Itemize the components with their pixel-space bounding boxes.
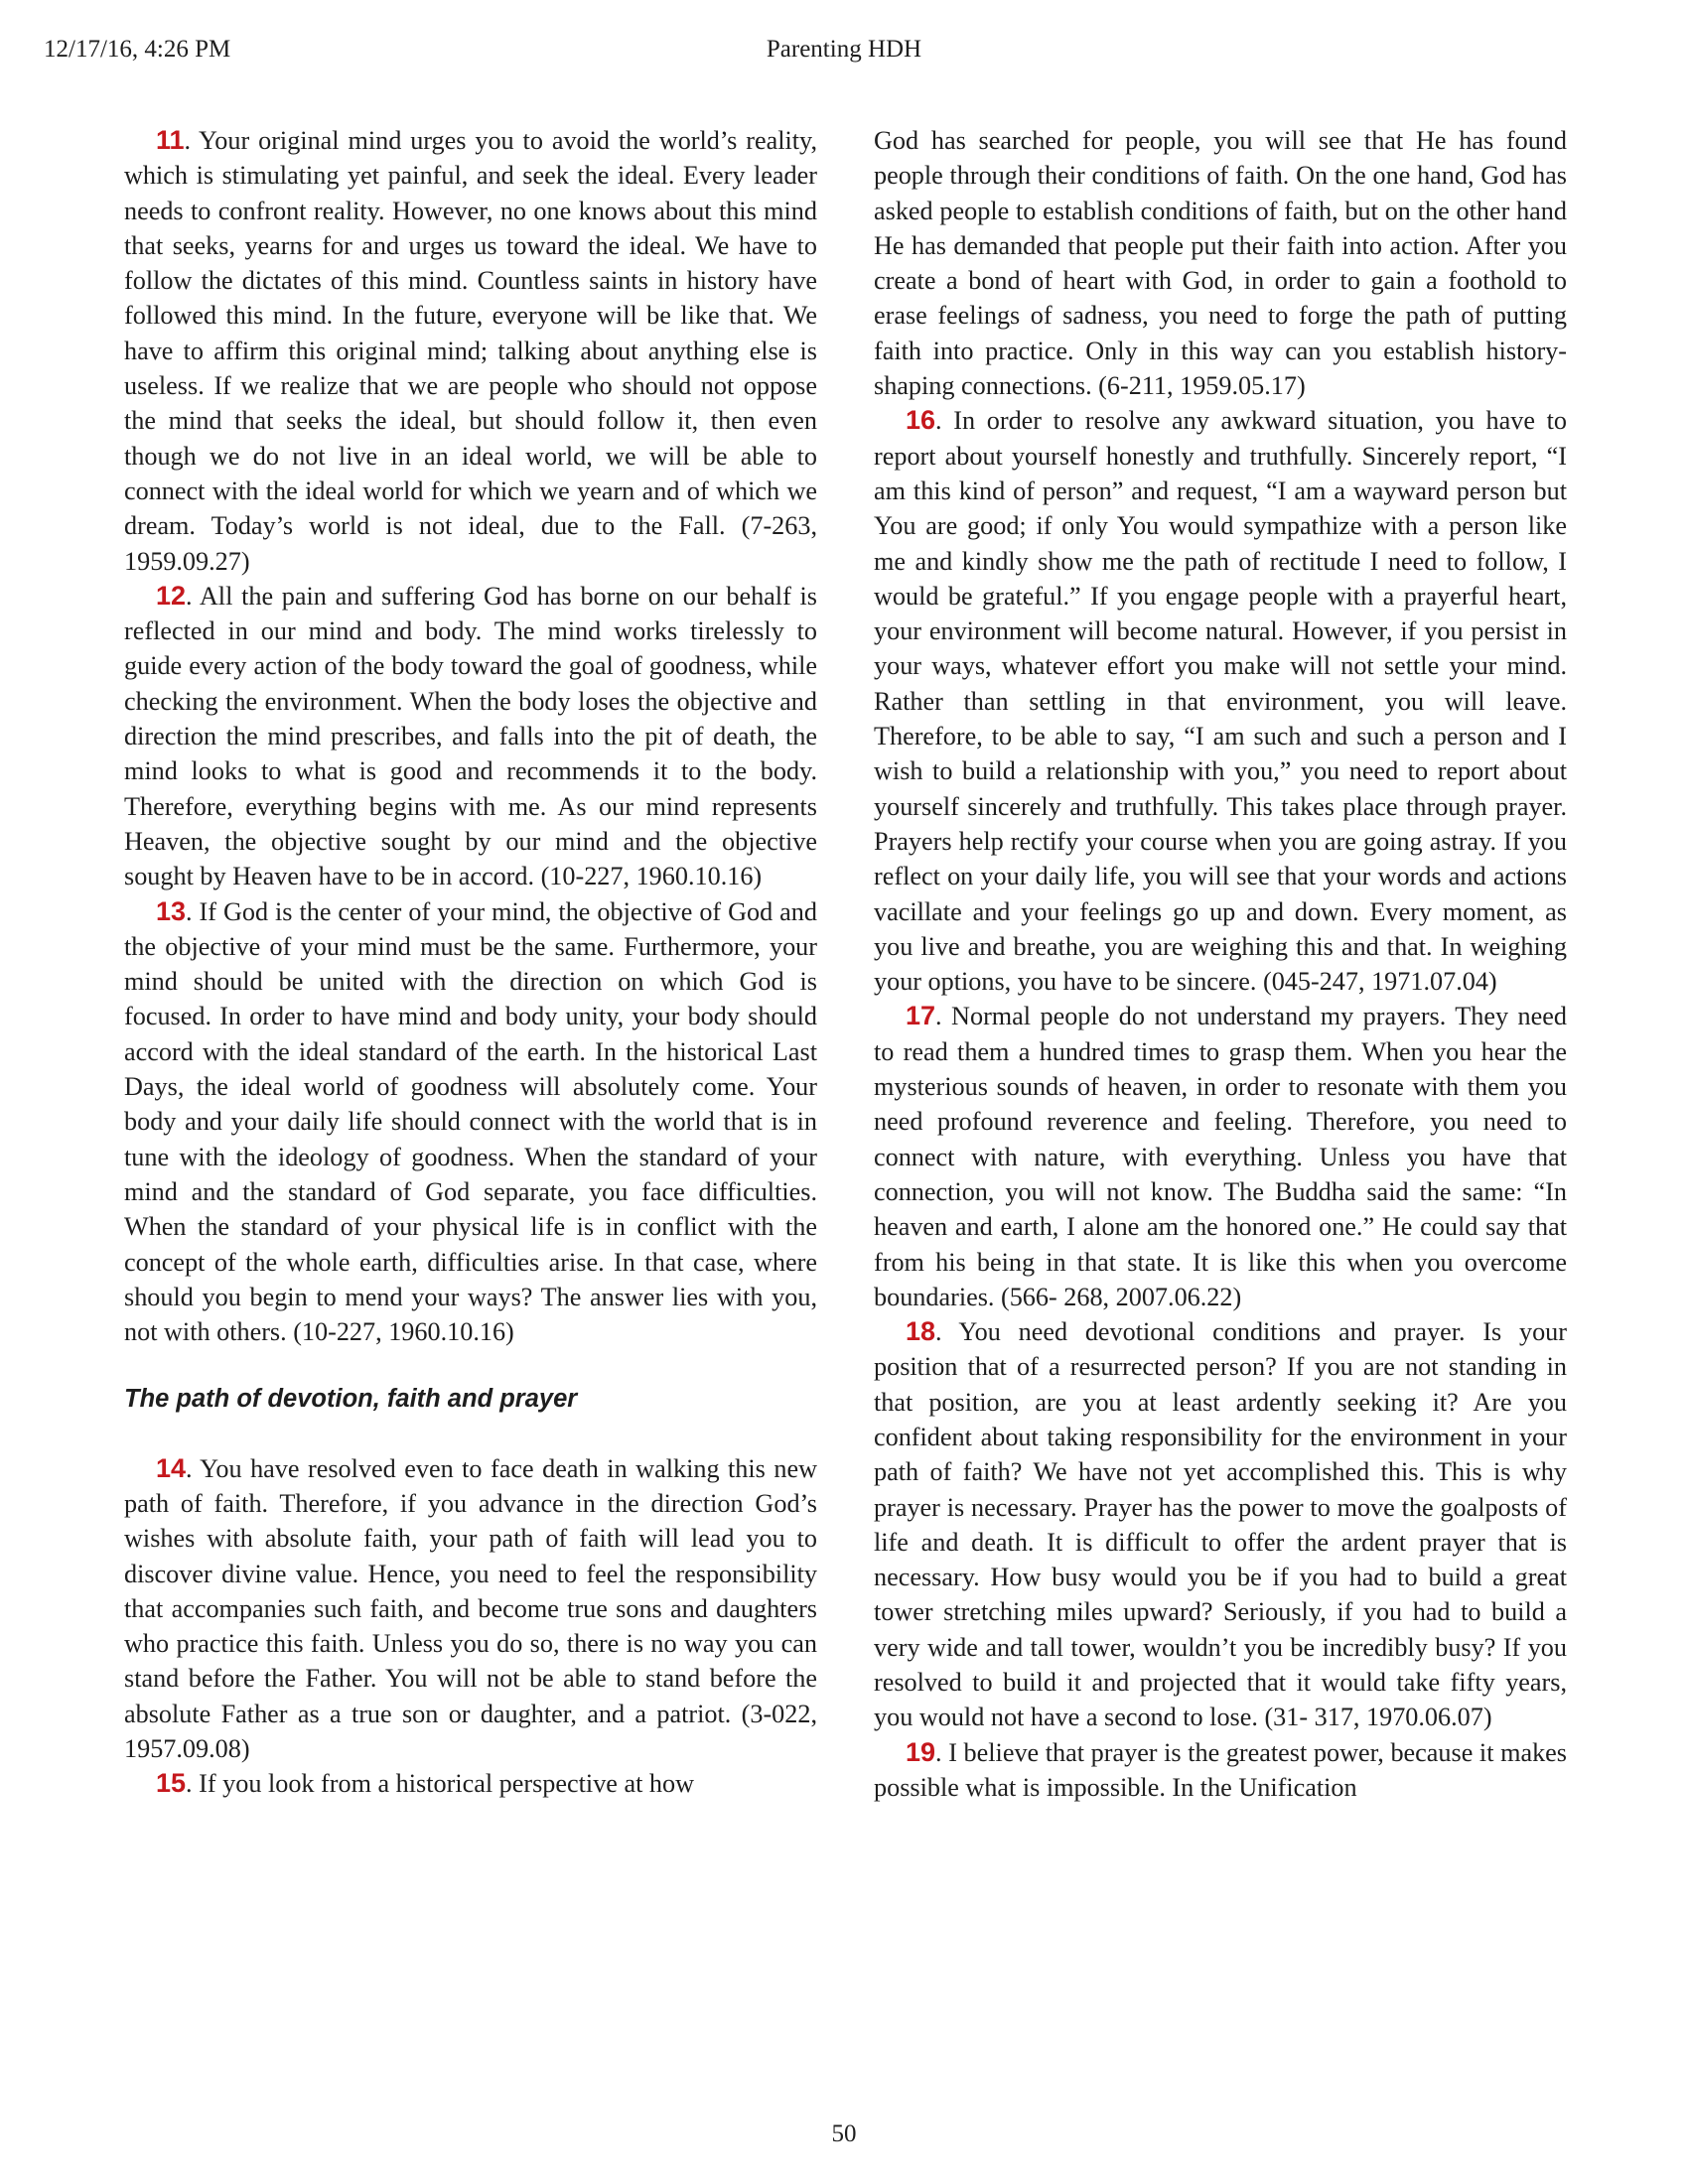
paragraph-text: . In order to resolve any awkward situation, you have to report about yourself honestly and truthfully. Sincerely report, “I am this kind of person” and request, “I am a wayward person but You are good; if only You would sympathize with a person like me and kindly show me the path of rectitude I need to follow, I would be grateful.” If you engage people with a prayerful heart, your environment will become natural. However, if you persist in your ways, whatever effort you make will not settle your mind. Rather than settling in that environment, you will leave. Therefore, to be able to say, “I am such and such a person and I wish to build a relationship with you,” you need to report about yourself sincerely and truthfully. This takes place through prayer. Prayers help rectify your course when you are going astray. If you reflect on your daily life, you will see that your words and actions vacillate and your feelings go up and down. Every moment, as you live and breathe, you are weighing this and that. In weighing your options, you have to be sincere. (045-247, 1971.07.04) bbox=[874, 406, 1567, 997]
paragraph-19 bbox=[874, 1735, 1567, 1806]
paragraph-13 bbox=[124, 894, 817, 1350]
paragraph-number: 12 bbox=[156, 580, 187, 611]
section-heading: The path of devotion, faith and prayer bbox=[124, 1385, 578, 1414]
paragraph-text: . Your original mind urges you to avoid the world’s reality, which is stimulating yet painful, and seek the ideal. Every leader needs to confront reality. However, no one knows about this mind that seeks, yearns for and urges us toward the ideal. We have to follow the dictates of this mind. Countless saints in history have followed this mind. In the future, everyone will be like that. We have to affirm this original mind; talking about anything else is useless. If we realize that we are people who should not oppose the mind that seeks the ideal, but should follow it, then even though we do not live in an ideal world, we will be able to connect with the ideal world for which we yearn and of which we dream. Today’s world is not ideal, due to the Fall. (7-263, 1959.09.27) bbox=[124, 126, 817, 576]
paragraph-15-continued: God has searched for people, you will see that He has found people through their conditions of faith. On the one hand, God has asked people to establish conditions of faith, but on the other hand He has demanded that people put their faith into action. After you create a bond of heart with God, in order to gain a foothold to erase feelings of sadness, you need to forge the path of putting faith into practice. Only in this way can you establish history-shaping connections. (6-211, 1959.05.17) bbox=[874, 126, 1567, 401]
header-timestamp: 12/17/16, 4:26 PM bbox=[44, 36, 231, 63]
paragraph-text: . If you look from a historical perspective at how bbox=[186, 1769, 695, 1799]
paragraph-14 bbox=[124, 1451, 817, 1767]
paragraph-number: 13 bbox=[156, 895, 187, 926]
paragraph-text: . I believe that prayer is the greatest power, because it makes possible what is impossible. In the Unification bbox=[874, 1737, 1567, 1802]
page-number: 50 bbox=[831, 2120, 857, 2147]
paragraph-text: . If God is the center of your mind, the objective of God and the objective of your mind must be the same. Furthermore, your mind should be united with the direction on which God is focused. In order to have mind and body unity, your body should accord with the ideal standard of the earth. In the historical Last Days, the ideal world of goodness will absolutely come. Your body and your daily life should connect with the world that is in tune with the ideology of goodness. When the standard of your mind and the standard of God separate, you face difficulties. When the standard of your physical life is in conflict with the concept of the whole earth, difficulties arise. In that case, where should you begin to mend your ways? The answer lies with you, not with others. (10-227, 1960.10.16) bbox=[124, 896, 817, 1347]
paragraph-text: . Normal people do not understand my prayers. They need to read them a hundred times to grasp them. When you hear the mysterious sounds of heaven, in order to resonate with them you need profound reverence and feeling. Therefore, you need to connect with nature, with everything. Unless you have that connection, you will not know. The Buddha said the same: “In heaven and earth, I alone am the honored one.” He could say that from his being in that state. It is like this when you overcome boundaries. (566- 268, 2007.06.22) bbox=[874, 1002, 1567, 1311]
paragraph-number: 16 bbox=[906, 405, 936, 436]
right-text-column bbox=[874, 123, 1567, 1805]
paragraph-11 bbox=[124, 123, 817, 579]
paragraph-number: 14 bbox=[156, 1452, 187, 1483]
paragraph-text: . All the pain and suffering God has borne on our behalf is reflected in our mind and body. The mind works tirelessly to guide every action of the body toward the goal of goodness, while checking the environment. When the body loses the objective and direction the mind prescribes, and falls into the pit of death, the mind looks to what is good and recommends it to the body. Therefore, everything begins with me. As our mind represents Heaven, the objective sought by our mind and the objective sought by Heaven have to be in accord. (10-227, 1960.10.16) bbox=[124, 581, 817, 891]
paragraph-text: . You have resolved even to face death in walking this new path of faith. Therefore, if you advance in the direction God’s wishes with absolute faith, your path of faith will lead you to discover divine value. Hence, you need to feel the responsibility that accompanies such faith, and become true sons and daughters who practice this faith. Unless you do so, there is no way you can stand before the Father. You will not be able to stand before the absolute Father as a true son or daughter, and a patriot. (3-022, 1957.09.08) bbox=[124, 1453, 817, 1764]
paragraph-17 bbox=[874, 999, 1567, 1314]
paragraph-number: 19 bbox=[906, 1736, 936, 1767]
header-document-title: Parenting HDH bbox=[766, 36, 922, 63]
paragraph-number: 11 bbox=[156, 125, 185, 155]
paragraph-number: 17 bbox=[906, 1001, 936, 1031]
paragraph-18 bbox=[874, 1314, 1567, 1735]
paragraph-text: . You need devotional conditions and prayer. Is your position that of a resurrected person? If you are not standing in that position, are you at least ardently seeking it? Are you confident about taking responsibility for the environment in your path of faith? We have not yet accomplished this. This is why prayer is necessary. Prayer has the power to move the goalposts of life and death. It is difficult to offer the ardent prayer that is necessary. How busy would you be if you had to build a great tower stretching miles upward? Seriously, if you had to build a very wide and tall tower, wouldn’t you be incredibly busy? If you resolved to build it and projected that it would take fifty years, you would not have a second to lose. (31- 317, 1970.06.07) bbox=[874, 1317, 1567, 1732]
paragraph-number: 18 bbox=[906, 1316, 936, 1347]
paragraph-16 bbox=[874, 403, 1567, 999]
paragraph-number: 15 bbox=[156, 1768, 187, 1799]
left-text-column bbox=[124, 123, 817, 1802]
paragraph-12 bbox=[124, 579, 817, 894]
paragraph-15 bbox=[124, 1766, 817, 1801]
